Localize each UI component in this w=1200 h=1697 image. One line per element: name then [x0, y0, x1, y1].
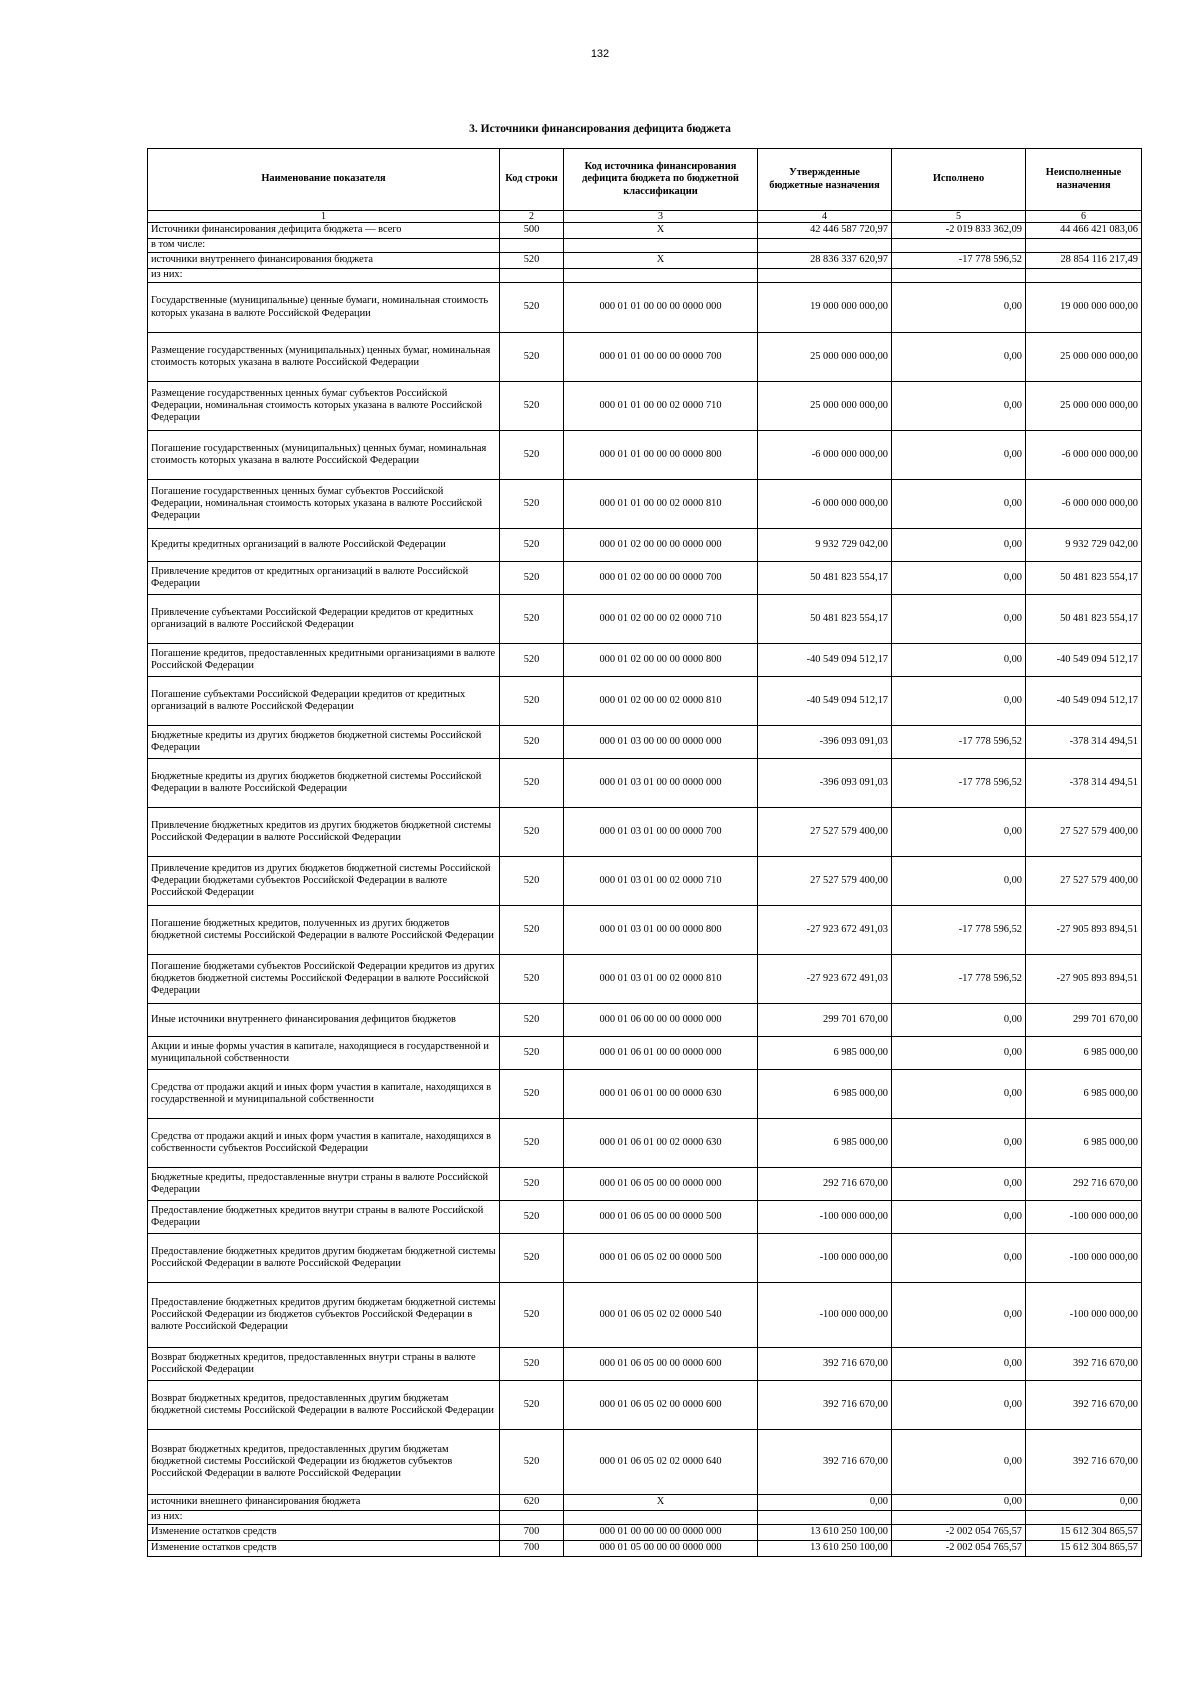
cell-indicator-name: в том числе: [148, 239, 500, 253]
cell-executed-amount: 0,00 [892, 1119, 1026, 1168]
cell-approved-amount: 0,00 [758, 1495, 892, 1511]
cell-source-code: 000 01 06 05 00 00 0000 500 [564, 1201, 758, 1234]
cell-line-code: 520 [500, 1234, 564, 1283]
table-row [148, 1070, 1142, 1119]
cell-line-code: 520 [500, 677, 564, 726]
cell-line-code: 520 [500, 253, 564, 269]
cell-line-code: 520 [500, 382, 564, 431]
cell-unexecuted-amount: 50 481 823 554,17 [1026, 595, 1142, 644]
cell-unexecuted-amount: 392 716 670,00 [1026, 1348, 1142, 1381]
cell-indicator-name: Предоставление бюджетных кредитов другим бюджетам бюджетной системы Российской Федерации в валюте Российской Федерации [148, 1234, 500, 1283]
cell-line-code: 520 [500, 726, 564, 759]
cell-line-code: 520 [500, 1201, 564, 1234]
table-row [148, 1348, 1142, 1381]
cell-approved-amount: 292 716 670,00 [758, 1168, 892, 1201]
cell-indicator-name: Иные источники внутреннего финансирования дефицитов бюджетов [148, 1004, 500, 1037]
cell-indicator-name: Государственные (муниципальные) ценные бумаги, номинальная стоимость которых указана в валюте Российской Федерации [148, 283, 500, 333]
cell-unexecuted-amount [1026, 1511, 1142, 1525]
cell-source-code: 000 01 01 00 00 00 0000 800 [564, 431, 758, 480]
cell-indicator-name: Возврат бюджетных кредитов, предоставленных внутри страны в валюте Российской Федерации [148, 1348, 500, 1381]
cell-executed-amount: 0,00 [892, 1168, 1026, 1201]
cell-source-code: X [564, 1495, 758, 1511]
cell-unexecuted-amount: 15 612 304 865,57 [1026, 1525, 1142, 1541]
cell-approved-amount: -100 000 000,00 [758, 1234, 892, 1283]
cell-source-code: 000 01 06 05 02 02 0000 540 [564, 1283, 758, 1348]
cell-executed-amount: 0,00 [892, 1201, 1026, 1234]
cell-indicator-name: из них: [148, 269, 500, 283]
cell-source-code: 000 01 01 00 00 00 0000 700 [564, 333, 758, 382]
cell-source-code [564, 269, 758, 283]
cell-source-code: 000 01 05 00 00 00 0000 000 [564, 1541, 758, 1557]
table-row [148, 808, 1142, 857]
cell-line-code: 520 [500, 1283, 564, 1348]
cell-line-code: 520 [500, 1430, 564, 1495]
table-row [148, 1004, 1142, 1037]
cell-executed-amount: 0,00 [892, 1381, 1026, 1430]
cell-line-code: 520 [500, 283, 564, 333]
cell-line-code: 520 [500, 595, 564, 644]
table-row [148, 644, 1142, 677]
cell-unexecuted-amount [1026, 269, 1142, 283]
cell-unexecuted-amount: 27 527 579 400,00 [1026, 857, 1142, 906]
table-row [148, 283, 1142, 333]
cell-source-code: 000 01 06 05 02 02 0000 640 [564, 1430, 758, 1495]
cell-source-code: 000 01 03 01 00 00 0000 000 [564, 759, 758, 808]
cell-indicator-name: Погашение государственных (муниципальных) ценных бумаг, номинальная стоимость которых указана в валюте Российской Федерации [148, 431, 500, 480]
cell-approved-amount: -396 093 091,03 [758, 726, 892, 759]
cell-line-code: 500 [500, 223, 564, 239]
cell-approved-amount: 392 716 670,00 [758, 1381, 892, 1430]
column-header-line-code: Код строки [500, 149, 564, 211]
cell-executed-amount: 0,00 [892, 857, 1026, 906]
cell-indicator-name: Привлечение кредитов от кредитных организаций в валюте Российской Федерации [148, 562, 500, 595]
cell-unexecuted-amount: -378 314 494,51 [1026, 726, 1142, 759]
cell-approved-amount: 19 000 000 000,00 [758, 283, 892, 333]
cell-indicator-name: Бюджетные кредиты из других бюджетов бюджетной системы Российской Федерации [148, 726, 500, 759]
table-row [148, 1541, 1142, 1557]
table-row [148, 253, 1142, 269]
cell-unexecuted-amount: -100 000 000,00 [1026, 1283, 1142, 1348]
cell-source-code: 000 01 06 05 00 00 0000 000 [564, 1168, 758, 1201]
column-number: 2 [500, 211, 564, 223]
cell-indicator-name: Размещение государственных ценных бумаг субъектов Российской Федерации, номинальная стоимость которых указана в валюте Российской Федерации [148, 382, 500, 431]
cell-indicator-name: Привлечение кредитов из других бюджетов бюджетной системы Российской Федерации бюджетами субъектов Российской Федерации в валюте Российской Федерации [148, 857, 500, 906]
cell-line-code: 520 [500, 1381, 564, 1430]
cell-indicator-name: Бюджетные кредиты, предоставленные внутри страны в валюте Российской Федерации [148, 1168, 500, 1201]
cell-executed-amount [892, 269, 1026, 283]
cell-approved-amount: -6 000 000 000,00 [758, 480, 892, 529]
cell-line-code: 520 [500, 480, 564, 529]
cell-executed-amount: 0,00 [892, 382, 1026, 431]
cell-source-code [564, 239, 758, 253]
cell-executed-amount: 0,00 [892, 677, 1026, 726]
cell-approved-amount: 13 610 250 100,00 [758, 1541, 892, 1557]
column-number: 1 [148, 211, 500, 223]
cell-indicator-name: источники внешнего финансирования бюджета [148, 1495, 500, 1511]
cell-unexecuted-amount: 44 466 421 083,06 [1026, 223, 1142, 239]
cell-executed-amount: -17 778 596,52 [892, 955, 1026, 1004]
cell-source-code: 000 01 06 05 00 00 0000 600 [564, 1348, 758, 1381]
cell-approved-amount: -40 549 094 512,17 [758, 644, 892, 677]
cell-source-code: 000 01 01 00 00 00 0000 000 [564, 283, 758, 333]
cell-indicator-name: Погашение бюджетных кредитов, полученных из других бюджетов бюджетной системы Российской Федерации в валюте Российской Федерации [148, 906, 500, 955]
cell-approved-amount: 6 985 000,00 [758, 1119, 892, 1168]
budget-deficit-sources-table [147, 148, 1142, 1557]
cell-line-code: 620 [500, 1495, 564, 1511]
cell-approved-amount: 27 527 579 400,00 [758, 808, 892, 857]
cell-executed-amount: 0,00 [892, 644, 1026, 677]
table-row [148, 595, 1142, 644]
cell-unexecuted-amount: 25 000 000 000,00 [1026, 382, 1142, 431]
cell-executed-amount: 0,00 [892, 1037, 1026, 1070]
cell-indicator-name: Кредиты кредитных организаций в валюте Российской Федерации [148, 529, 500, 562]
table-row [148, 1430, 1142, 1495]
cell-line-code [500, 239, 564, 253]
cell-approved-amount: 6 985 000,00 [758, 1070, 892, 1119]
table-row [148, 529, 1142, 562]
cell-unexecuted-amount: 299 701 670,00 [1026, 1004, 1142, 1037]
cell-unexecuted-amount: -378 314 494,51 [1026, 759, 1142, 808]
cell-approved-amount: -6 000 000 000,00 [758, 431, 892, 480]
cell-source-code: 000 01 01 00 00 02 0000 710 [564, 382, 758, 431]
cell-unexecuted-amount: 392 716 670,00 [1026, 1381, 1142, 1430]
table-row [148, 857, 1142, 906]
cell-unexecuted-amount: 9 932 729 042,00 [1026, 529, 1142, 562]
cell-line-code: 520 [500, 644, 564, 677]
cell-approved-amount: -100 000 000,00 [758, 1201, 892, 1234]
cell-executed-amount [892, 239, 1026, 253]
cell-source-code: 000 01 02 00 00 00 0000 800 [564, 644, 758, 677]
cell-indicator-name: Средства от продажи акций и иных форм участия в капитале, находящихся в государственной и муниципальной собственности [148, 1070, 500, 1119]
cell-approved-amount: 28 836 337 620,97 [758, 253, 892, 269]
cell-source-code: 000 01 06 01 00 00 0000 630 [564, 1070, 758, 1119]
cell-source-code [564, 1511, 758, 1525]
table-row [148, 955, 1142, 1004]
cell-approved-amount: -27 923 672 491,03 [758, 955, 892, 1004]
table-body [148, 223, 1142, 1557]
cell-unexecuted-amount: 6 985 000,00 [1026, 1070, 1142, 1119]
cell-executed-amount: -2 019 833 362,09 [892, 223, 1026, 239]
cell-indicator-name: Размещение государственных (муниципальных) ценных бумаг, номинальная стоимость которых указана в валюте Российской Федерации [148, 333, 500, 382]
cell-unexecuted-amount: 28 854 116 217,49 [1026, 253, 1142, 269]
cell-approved-amount: -27 923 672 491,03 [758, 906, 892, 955]
table-row [148, 382, 1142, 431]
cell-executed-amount: 0,00 [892, 1348, 1026, 1381]
table-row [148, 677, 1142, 726]
cell-indicator-name: Изменение остатков средств [148, 1525, 500, 1541]
table-row [148, 562, 1142, 595]
cell-unexecuted-amount: 15 612 304 865,57 [1026, 1541, 1142, 1557]
cell-unexecuted-amount: 19 000 000 000,00 [1026, 283, 1142, 333]
cell-indicator-name: Возврат бюджетных кредитов, предоставленных другим бюджетам бюджетной системы Российской Федерации в валюте Российской Федерации [148, 1381, 500, 1430]
column-header-source-code: Код источника финансирования дефицита бюджета по бюджетной классификации [564, 149, 758, 211]
cell-executed-amount: 0,00 [892, 1430, 1026, 1495]
cell-unexecuted-amount: -40 549 094 512,17 [1026, 644, 1142, 677]
cell-source-code: 000 01 03 01 00 02 0000 710 [564, 857, 758, 906]
cell-executed-amount: 0,00 [892, 431, 1026, 480]
cell-indicator-name: Погашение государственных ценных бумаг субъектов Российской Федерации, номинальная стоимость которых указана в валюте Российской Федерации [148, 480, 500, 529]
document-title: 3. Источники финансирования дефицита бюджета [469, 123, 731, 135]
cell-executed-amount: -17 778 596,52 [892, 906, 1026, 955]
cell-indicator-name: Привлечение субъектами Российской Федерации кредитов от кредитных организаций в валюте Российской Федерации [148, 595, 500, 644]
cell-source-code: X [564, 253, 758, 269]
cell-indicator-name: Акции и иные формы участия в капитале, находящиеся в государственной и муниципальной собственности [148, 1037, 500, 1070]
table-row [148, 1037, 1142, 1070]
cell-indicator-name: Бюджетные кредиты из других бюджетов бюджетной системы Российской Федерации в валюте Российской Федерации [148, 759, 500, 808]
cell-executed-amount: 0,00 [892, 333, 1026, 382]
column-number: 6 [1026, 211, 1142, 223]
cell-line-code: 520 [500, 1119, 564, 1168]
cell-unexecuted-amount: 25 000 000 000,00 [1026, 333, 1142, 382]
cell-line-code [500, 269, 564, 283]
cell-approved-amount: 42 446 587 720,97 [758, 223, 892, 239]
table-row [148, 759, 1142, 808]
cell-executed-amount: 0,00 [892, 1283, 1026, 1348]
table-row [148, 480, 1142, 529]
cell-executed-amount: 0,00 [892, 1070, 1026, 1119]
cell-indicator-name: Предоставление бюджетных кредитов внутри страны в валюте Российской Федерации [148, 1201, 500, 1234]
cell-source-code: 000 01 06 05 02 00 0000 500 [564, 1234, 758, 1283]
cell-line-code: 520 [500, 1070, 564, 1119]
cell-approved-amount: 50 481 823 554,17 [758, 595, 892, 644]
cell-line-code: 520 [500, 759, 564, 808]
column-number: 4 [758, 211, 892, 223]
cell-unexecuted-amount: 50 481 823 554,17 [1026, 562, 1142, 595]
cell-unexecuted-amount: 6 985 000,00 [1026, 1119, 1142, 1168]
cell-unexecuted-amount: -100 000 000,00 [1026, 1234, 1142, 1283]
table-row [148, 1381, 1142, 1430]
table-row [148, 906, 1142, 955]
cell-approved-amount: 25 000 000 000,00 [758, 333, 892, 382]
cell-line-code: 520 [500, 1168, 564, 1201]
cell-approved-amount: 9 932 729 042,00 [758, 529, 892, 562]
cell-line-code: 520 [500, 431, 564, 480]
cell-approved-amount [758, 239, 892, 253]
cell-indicator-name: источники внутреннего финансирования бюджета [148, 253, 500, 269]
table-row [148, 1511, 1142, 1525]
table-row [148, 431, 1142, 480]
cell-source-code: 000 01 02 00 00 00 0000 000 [564, 529, 758, 562]
cell-line-code: 520 [500, 562, 564, 595]
cell-source-code: 000 01 02 00 00 02 0000 810 [564, 677, 758, 726]
cell-indicator-name: Изменение остатков средств [148, 1541, 500, 1557]
column-number: 5 [892, 211, 1026, 223]
table-row [148, 1168, 1142, 1201]
cell-unexecuted-amount: 292 716 670,00 [1026, 1168, 1142, 1201]
cell-source-code: 000 01 03 01 00 00 0000 700 [564, 808, 758, 857]
cell-source-code: 000 01 03 00 00 00 0000 000 [564, 726, 758, 759]
cell-unexecuted-amount: -6 000 000 000,00 [1026, 431, 1142, 480]
column-number-row [148, 211, 1142, 223]
table-row [148, 1283, 1142, 1348]
cell-unexecuted-amount: -27 905 893 894,51 [1026, 955, 1142, 1004]
cell-executed-amount: 0,00 [892, 1004, 1026, 1037]
cell-unexecuted-amount: -6 000 000 000,00 [1026, 480, 1142, 529]
cell-executed-amount: 0,00 [892, 480, 1026, 529]
cell-unexecuted-amount: -27 905 893 894,51 [1026, 906, 1142, 955]
cell-executed-amount: -2 002 054 765,57 [892, 1541, 1026, 1557]
cell-line-code [500, 1511, 564, 1525]
table-row [148, 239, 1142, 253]
cell-source-code: 000 01 06 00 00 00 0000 000 [564, 1004, 758, 1037]
cell-approved-amount: 392 716 670,00 [758, 1430, 892, 1495]
cell-unexecuted-amount [1026, 239, 1142, 253]
cell-source-code: 000 01 06 01 00 00 0000 000 [564, 1037, 758, 1070]
cell-indicator-name: Возврат бюджетных кредитов, предоставленных другим бюджетам бюджетной системы Российской Федерации из бюджетов субъектов Российской Федерации в валюте Российской Федерации [148, 1430, 500, 1495]
cell-approved-amount: 27 527 579 400,00 [758, 857, 892, 906]
table-row [148, 1525, 1142, 1541]
cell-indicator-name: Погашение бюджетами субъектов Российской Федерации кредитов из других бюджетов бюджетной системы Российской Федерации в валюте Российской Федерации [148, 955, 500, 1004]
cell-indicator-name: Предоставление бюджетных кредитов другим бюджетам бюджетной системы Российской Федерации из бюджетов субъектов Российской Федерации в валюте Российской Федерации [148, 1283, 500, 1348]
cell-line-code: 520 [500, 906, 564, 955]
column-header-unexecuted: Неисполненные назначения [1026, 149, 1142, 211]
column-header-approved: Утвержденные бюджетные назначения [758, 149, 892, 211]
cell-line-code: 520 [500, 1004, 564, 1037]
table-row [148, 269, 1142, 283]
cell-source-code: 000 01 03 01 00 00 0000 800 [564, 906, 758, 955]
cell-unexecuted-amount: 6 985 000,00 [1026, 1037, 1142, 1070]
cell-source-code: 000 01 00 00 00 00 0000 000 [564, 1525, 758, 1541]
cell-line-code: 700 [500, 1541, 564, 1557]
column-header-name: Наименование показателя [148, 149, 500, 211]
cell-executed-amount: 0,00 [892, 283, 1026, 333]
cell-executed-amount: 0,00 [892, 1234, 1026, 1283]
table-row [148, 333, 1142, 382]
cell-source-code: 000 01 06 05 02 00 0000 600 [564, 1381, 758, 1430]
table-row [148, 1201, 1142, 1234]
cell-indicator-name: из них: [148, 1511, 500, 1525]
cell-executed-amount: -17 778 596,52 [892, 253, 1026, 269]
cell-approved-amount: 50 481 823 554,17 [758, 562, 892, 595]
cell-unexecuted-amount: -40 549 094 512,17 [1026, 677, 1142, 726]
cell-approved-amount: -40 549 094 512,17 [758, 677, 892, 726]
table-row [148, 223, 1142, 239]
cell-approved-amount: -100 000 000,00 [758, 1283, 892, 1348]
cell-source-code: X [564, 223, 758, 239]
cell-executed-amount: -17 778 596,52 [892, 726, 1026, 759]
cell-unexecuted-amount: 392 716 670,00 [1026, 1430, 1142, 1495]
cell-line-code: 520 [500, 1348, 564, 1381]
cell-indicator-name: Погашение субъектами Российской Федерации кредитов от кредитных организаций в валюте Российской Федерации [148, 677, 500, 726]
cell-executed-amount: -2 002 054 765,57 [892, 1525, 1026, 1541]
cell-approved-amount: 392 716 670,00 [758, 1348, 892, 1381]
table-row [148, 1234, 1142, 1283]
cell-unexecuted-amount: 27 527 579 400,00 [1026, 808, 1142, 857]
column-header-executed: Исполнено [892, 149, 1026, 211]
cell-executed-amount: 0,00 [892, 595, 1026, 644]
cell-approved-amount: 299 701 670,00 [758, 1004, 892, 1037]
cell-source-code: 000 01 06 01 00 02 0000 630 [564, 1119, 758, 1168]
cell-approved-amount: 13 610 250 100,00 [758, 1525, 892, 1541]
table-row [148, 1495, 1142, 1511]
cell-source-code: 000 01 02 00 00 02 0000 710 [564, 595, 758, 644]
cell-executed-amount [892, 1511, 1026, 1525]
cell-indicator-name: Источники финансирования дефицита бюджета — всего [148, 223, 500, 239]
cell-line-code: 520 [500, 857, 564, 906]
table-row [148, 1119, 1142, 1168]
cell-executed-amount: 0,00 [892, 808, 1026, 857]
table-header-row [148, 149, 1142, 211]
cell-indicator-name: Погашение кредитов, предоставленных кредитными организациями в валюте Российской Федерации [148, 644, 500, 677]
page-number: 132 [590, 48, 610, 60]
cell-source-code: 000 01 03 01 00 02 0000 810 [564, 955, 758, 1004]
cell-approved-amount: 6 985 000,00 [758, 1037, 892, 1070]
cell-approved-amount [758, 1511, 892, 1525]
cell-indicator-name: Средства от продажи акций и иных форм участия в капитале, находящихся в собственности субъектов Российской Федерации [148, 1119, 500, 1168]
cell-approved-amount: -396 093 091,03 [758, 759, 892, 808]
cell-line-code: 520 [500, 1037, 564, 1070]
cell-executed-amount: 0,00 [892, 529, 1026, 562]
cell-source-code: 000 01 02 00 00 00 0000 700 [564, 562, 758, 595]
cell-line-code: 520 [500, 955, 564, 1004]
cell-unexecuted-amount: -100 000 000,00 [1026, 1201, 1142, 1234]
cell-approved-amount [758, 269, 892, 283]
cell-line-code: 520 [500, 529, 564, 562]
column-number: 3 [564, 211, 758, 223]
cell-executed-amount: 0,00 [892, 1495, 1026, 1511]
cell-line-code: 700 [500, 1525, 564, 1541]
table-row [148, 726, 1142, 759]
cell-unexecuted-amount: 0,00 [1026, 1495, 1142, 1511]
cell-line-code: 520 [500, 333, 564, 382]
cell-approved-amount: 25 000 000 000,00 [758, 382, 892, 431]
cell-line-code: 520 [500, 808, 564, 857]
cell-executed-amount: -17 778 596,52 [892, 759, 1026, 808]
cell-executed-amount: 0,00 [892, 562, 1026, 595]
cell-indicator-name: Привлечение бюджетных кредитов из других бюджетов бюджетной системы Российской Федерации в валюте Российской Федерации [148, 808, 500, 857]
cell-source-code: 000 01 01 00 00 02 0000 810 [564, 480, 758, 529]
